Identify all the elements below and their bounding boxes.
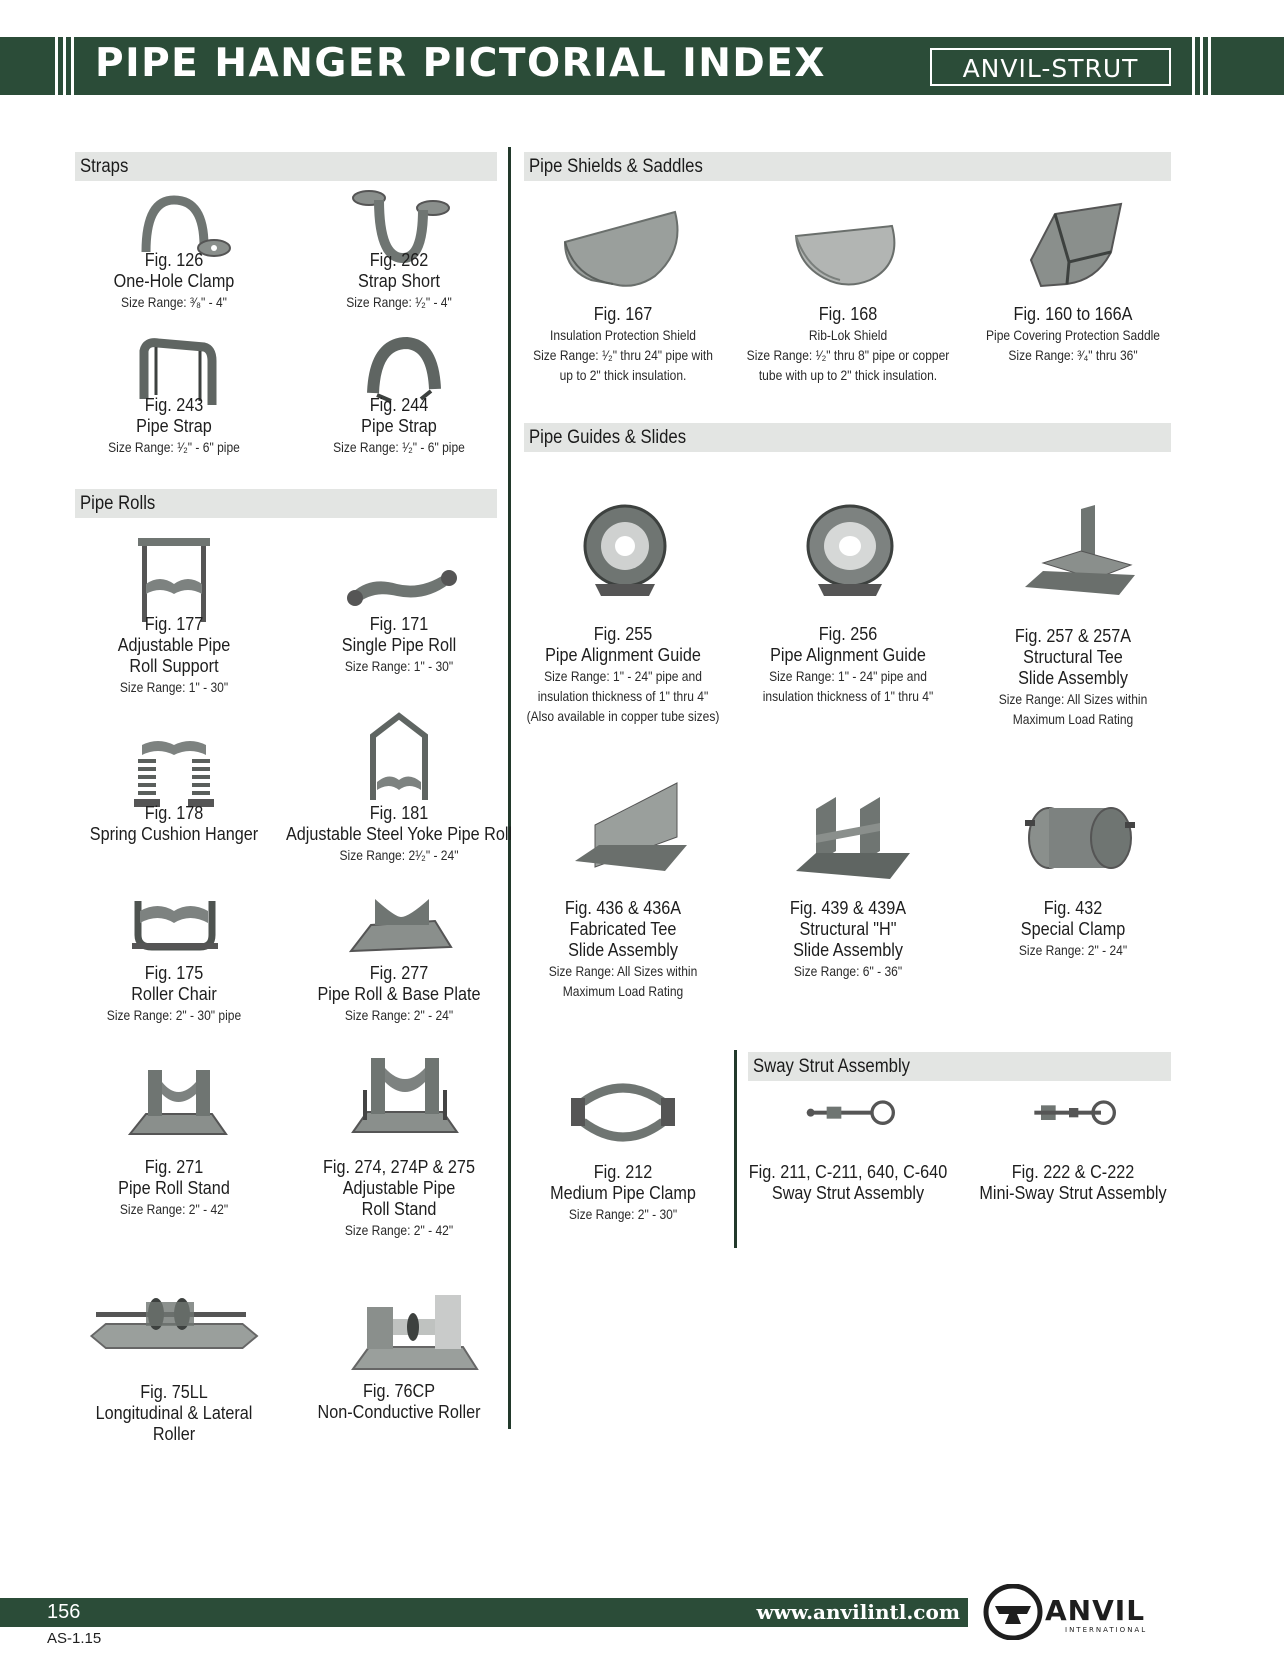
size-range: Size Range: All Sizes within bbox=[548, 963, 698, 979]
product-name: Sway Strut Assembly bbox=[771, 1183, 925, 1203]
section-title: Sway Strut Assembly bbox=[753, 1056, 911, 1077]
page-number: 156 bbox=[47, 1601, 81, 1623]
size-range: Size Range: 1" - 24" pipe and bbox=[544, 668, 702, 684]
longitudinal-lateral-roller-icon bbox=[74, 1280, 274, 1376]
product-name: Pipe Strap bbox=[361, 416, 437, 436]
figure-number: Fig. 257 & 257A bbox=[1014, 626, 1132, 646]
product-fig-257[interactable] bbox=[953, 495, 1193, 727]
product-fig-222[interactable] bbox=[953, 1092, 1193, 1203]
mini-sway-strut-icon bbox=[985, 1092, 1161, 1156]
figure-number: Fig. 160 to 166A bbox=[1013, 304, 1133, 324]
section-header-guides bbox=[524, 423, 1171, 452]
insulation-shield-icon bbox=[535, 206, 711, 302]
product-name: Roller Chair bbox=[131, 984, 217, 1004]
size-range: Size Range: 2" - 42" bbox=[119, 1201, 229, 1217]
product-name: Pipe Alignment Guide bbox=[770, 645, 926, 665]
section-header-sway bbox=[748, 1052, 1171, 1081]
size-range: Size Range: 2" - 24" bbox=[1018, 942, 1128, 958]
product-name: Special Clamp bbox=[1020, 919, 1126, 939]
product-fig-255[interactable] bbox=[503, 490, 743, 724]
page-footer-band bbox=[0, 1598, 968, 1627]
document-code: AS-1.15 bbox=[47, 1630, 102, 1647]
figure-number: Fig. 177 bbox=[144, 614, 204, 634]
figure-number: Fig. 243 bbox=[144, 395, 204, 415]
size-range: Size Range: 1" - 24" pipe and bbox=[769, 668, 927, 684]
section-header-pipe-rolls bbox=[75, 489, 497, 518]
figure-number: Fig. 271 bbox=[144, 1157, 204, 1177]
structural-tee-slide-icon bbox=[985, 495, 1161, 611]
header-stripe bbox=[1208, 37, 1211, 95]
product-name: Pipe Roll & Base Plate bbox=[317, 984, 481, 1004]
fabricated-tee-slide-icon bbox=[535, 767, 711, 887]
figure-number: Fig. 432 bbox=[1043, 898, 1103, 918]
size-range: Maximum Load Rating bbox=[562, 983, 684, 999]
section-title: Pipe Shields & Saddles bbox=[529, 156, 703, 177]
product-fig-262[interactable] bbox=[279, 186, 519, 310]
single-pipe-roll-icon bbox=[311, 530, 487, 626]
product-name: Single Pipe Roll bbox=[341, 635, 457, 655]
pipe-covering-saddle-icon bbox=[985, 200, 1161, 296]
product-name: Structural "H" bbox=[799, 919, 897, 939]
product-name: Fabricated Tee bbox=[569, 919, 677, 939]
product-name: Slide Assembly bbox=[568, 940, 678, 960]
pipe-alignment-guide-icon bbox=[760, 490, 936, 614]
product-fig-75ll[interactable] bbox=[54, 1280, 294, 1444]
product-name: Insulation Protection Shield bbox=[550, 327, 696, 343]
product-name: Strap Short bbox=[358, 271, 440, 291]
size-range: Size Range: 2" - 30" pipe bbox=[106, 1007, 242, 1023]
special-clamp-icon bbox=[985, 800, 1161, 896]
product-name: Pipe Roll Stand bbox=[118, 1178, 230, 1198]
figure-number: Fig. 76CP bbox=[362, 1381, 436, 1401]
product-name: Roller bbox=[152, 1424, 196, 1444]
product-fig-432[interactable] bbox=[953, 800, 1193, 958]
anvil-logo bbox=[983, 1584, 1173, 1640]
rib-lok-shield-icon bbox=[760, 206, 936, 302]
size-range: Size Range: 6" - 36" bbox=[793, 963, 903, 979]
product-name: Slide Assembly bbox=[793, 940, 903, 960]
figure-number: Fig. 171 bbox=[369, 614, 429, 634]
pipe-alignment-guide-icon bbox=[535, 490, 711, 614]
adjustable-pipe-roll-stand-icon bbox=[311, 1050, 487, 1146]
product-fig-171[interactable] bbox=[279, 530, 519, 674]
product-name: Adjustable Pipe bbox=[117, 635, 231, 655]
non-conductive-roller-icon bbox=[311, 1270, 487, 1380]
size-range: Size Range: All Sizes within bbox=[998, 691, 1148, 707]
header-stripe bbox=[55, 37, 58, 95]
product-name: Roll Stand bbox=[361, 1199, 437, 1219]
figure-number: Fig. 178 bbox=[144, 803, 204, 823]
size-range: Size Range: 1" - 30" bbox=[119, 679, 229, 695]
size-range: Size Range: ³⁄₄" thru 36" bbox=[1008, 347, 1138, 363]
figure-number: Fig. 277 bbox=[369, 963, 429, 983]
product-fig-271[interactable] bbox=[54, 1058, 294, 1217]
figure-number: Fig. 126 bbox=[144, 250, 204, 270]
structural-h-slide-icon bbox=[760, 787, 936, 887]
product-name: Rib-Lok Shield bbox=[808, 327, 888, 343]
product-name: Adjustable Steel Yoke Pipe Roll bbox=[285, 824, 513, 844]
figure-number: Fig. 181 bbox=[369, 803, 429, 823]
product-fig-211[interactable] bbox=[728, 1092, 968, 1203]
figure-number: Fig. 167 bbox=[593, 304, 653, 324]
product-fig-436[interactable] bbox=[503, 767, 743, 999]
size-range: tube with up to 2" thick insulation. bbox=[758, 367, 938, 383]
figure-number: Fig. 222 & C-222 bbox=[1011, 1162, 1135, 1182]
section-header-straps bbox=[75, 152, 497, 181]
size-range: insulation thickness of 1" thru 4" bbox=[537, 688, 709, 704]
header-stripe bbox=[1200, 37, 1203, 95]
product-fig-76cp[interactable] bbox=[279, 1270, 519, 1422]
steel-yoke-pipe-roll-icon bbox=[311, 710, 487, 806]
product-name: Slide Assembly bbox=[1018, 668, 1128, 688]
header-stripe bbox=[1192, 37, 1195, 95]
section-title: Pipe Guides & Slides bbox=[529, 427, 687, 448]
product-name: Mini-Sway Strut Assembly bbox=[979, 1183, 1167, 1203]
size-range: Size Range: 1" - 30" bbox=[344, 658, 454, 674]
anvil-logo-subtext: INTERNATIONAL bbox=[1065, 1626, 1148, 1634]
product-name: Spring Cushion Hanger bbox=[89, 824, 259, 844]
medium-pipe-clamp-icon bbox=[535, 1074, 711, 1170]
anvil-logo-wordmark: ANVIL bbox=[1045, 1594, 1146, 1627]
product-fig-212[interactable] bbox=[503, 1074, 743, 1222]
product-fig-178[interactable] bbox=[54, 717, 294, 844]
figure-number: Fig. 262 bbox=[369, 250, 429, 270]
size-range: Size Range: ¹⁄₂" thru 24" pipe with bbox=[533, 347, 713, 363]
website-link[interactable]: www.anvilintl.com bbox=[756, 1600, 960, 1624]
size-range: Size Range: 2" - 30" bbox=[568, 1206, 678, 1222]
brand-badge bbox=[930, 48, 1171, 86]
size-range: Size Range: ³⁄₈" - 4" bbox=[121, 294, 227, 310]
header-stripe bbox=[71, 37, 74, 95]
figure-number: Fig. 256 bbox=[818, 624, 878, 644]
size-range: Size Range: ¹⁄₂" thru 8" pipe or copper bbox=[746, 347, 950, 363]
brand-badge-label: ANVIL-STRUT bbox=[962, 54, 1139, 83]
figure-number: Fig. 75LL bbox=[140, 1382, 208, 1402]
product-fig-177[interactable] bbox=[54, 530, 294, 695]
size-range: Size Range: ¹⁄₂" - 6" pipe bbox=[108, 439, 240, 455]
product-name: Medium Pipe Clamp bbox=[550, 1183, 696, 1203]
size-range: Size Range: ¹⁄₂" - 6" pipe bbox=[333, 439, 465, 455]
size-range: Size Range: 2" - 42" bbox=[344, 1222, 454, 1238]
spring-cushion-hanger-icon bbox=[86, 717, 262, 813]
size-range: Size Range: 2" - 24" bbox=[344, 1007, 454, 1023]
product-name: Pipe Strap bbox=[136, 416, 212, 436]
header-stripe bbox=[63, 37, 66, 95]
product-fig-439[interactable] bbox=[728, 787, 968, 979]
size-range: (Also available in copper tube sizes) bbox=[526, 708, 720, 724]
size-range: Maximum Load Rating bbox=[1012, 711, 1134, 727]
product-name: Adjustable Pipe bbox=[342, 1178, 456, 1198]
product-name: Pipe Alignment Guide bbox=[545, 645, 701, 665]
product-name: Non-Conductive Roller bbox=[317, 1402, 481, 1422]
product-name: Structural Tee bbox=[1023, 647, 1123, 667]
size-range: up to 2" thick insulation. bbox=[559, 367, 687, 383]
product-fig-256[interactable] bbox=[728, 490, 968, 704]
product-fig-168[interactable] bbox=[728, 206, 968, 383]
product-fig-167[interactable] bbox=[503, 206, 743, 383]
figure-number: Fig. 274, 274P & 275 bbox=[323, 1157, 475, 1177]
figure-number: Fig. 212 bbox=[593, 1162, 653, 1182]
figure-number: Fig. 255 bbox=[593, 624, 653, 644]
figure-number: Fig. 211, C-211, 640, C-640 bbox=[748, 1162, 948, 1182]
figure-number: Fig. 439 & 439A bbox=[789, 898, 907, 918]
product-name: Longitudinal & Lateral bbox=[95, 1403, 253, 1423]
size-range: insulation thickness of 1" thru 4" bbox=[762, 688, 934, 704]
section-title: Straps bbox=[80, 156, 129, 177]
figure-number: Fig. 168 bbox=[818, 304, 878, 324]
figure-number: Fig. 244 bbox=[369, 395, 429, 415]
sway-strut-assembly-icon bbox=[760, 1092, 936, 1156]
product-name: One-Hole Clamp bbox=[113, 271, 235, 291]
size-range: Size Range: 2¹⁄₂" - 24" bbox=[339, 847, 459, 863]
pipe-roll-stand-icon bbox=[86, 1058, 262, 1154]
product-name: Pipe Covering Protection Saddle bbox=[985, 327, 1161, 343]
product-name: Roll Support bbox=[129, 656, 219, 676]
section-title: Pipe Rolls bbox=[80, 493, 156, 514]
page-header-band bbox=[0, 37, 1284, 95]
adjustable-pipe-roll-icon bbox=[86, 530, 262, 626]
anvil-logo-icon bbox=[986, 1586, 1040, 1638]
product-fig-274[interactable] bbox=[279, 1050, 519, 1238]
figure-number: Fig. 436 & 436A bbox=[564, 898, 682, 918]
product-fig-160[interactable] bbox=[953, 200, 1193, 363]
page-title: PIPE HANGER PICTORIAL INDEX bbox=[95, 41, 826, 86]
size-range: Size Range: ¹⁄₂" - 4" bbox=[346, 294, 452, 310]
figure-number: Fig. 175 bbox=[144, 963, 204, 983]
section-header-shields bbox=[524, 152, 1171, 181]
